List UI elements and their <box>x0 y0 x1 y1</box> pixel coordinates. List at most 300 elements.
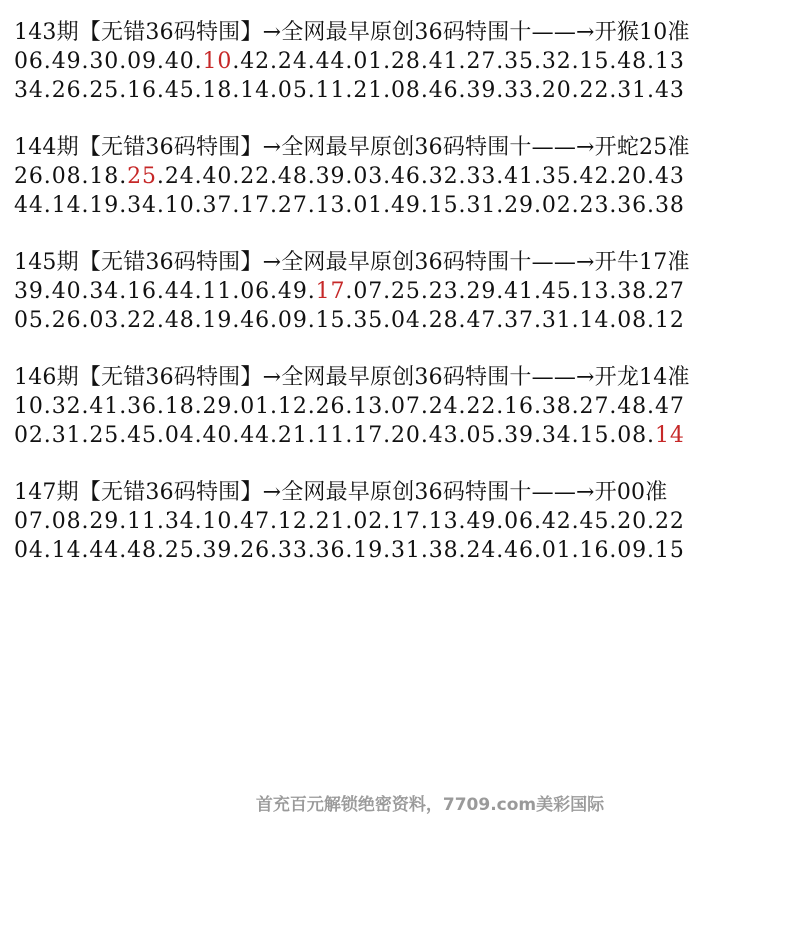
number-cell: 41 <box>504 164 534 189</box>
separator-dot: . <box>647 78 655 103</box>
separator-dot: . <box>383 49 392 74</box>
separator-dot: . <box>458 49 467 74</box>
number-cell: 05 <box>14 308 44 333</box>
number-cell: 26 <box>51 78 82 103</box>
number-cell: 26 <box>315 394 346 419</box>
number-cell: 05 <box>466 423 497 448</box>
number-cell: 49 <box>277 279 308 304</box>
separator-dot: . <box>609 423 618 448</box>
separator-dot: . <box>420 78 429 103</box>
separator-dot: . <box>458 308 467 333</box>
number-cell: 49 <box>391 193 421 218</box>
number-cell: 24 <box>277 49 308 74</box>
number-cell: 27 <box>466 49 497 74</box>
separator-dot: . <box>571 394 580 419</box>
separator-dot: . <box>496 279 505 304</box>
separator-dot: . <box>307 308 316 333</box>
number-cell: 35 <box>504 49 534 74</box>
number-cell: 29 <box>202 394 233 419</box>
record <box>14 363 794 450</box>
separator-dot: . <box>81 279 90 304</box>
number-cell: 15 <box>428 193 459 218</box>
number-cell: 24 <box>428 394 459 419</box>
number-cell: 49 <box>466 509 497 534</box>
number-cell: 44 <box>315 49 346 74</box>
separator-dot: . <box>119 509 128 534</box>
number-cell: 22 <box>127 308 157 333</box>
separator-dot: . <box>533 164 542 189</box>
number-cell: 27 <box>579 394 610 419</box>
separator-dot: . <box>345 538 354 563</box>
separator-dot: . <box>647 308 655 333</box>
separator-dot: . <box>345 78 354 103</box>
number-cell: 01 <box>541 538 572 563</box>
separator-dot: . <box>571 279 580 304</box>
separator-dot: . <box>81 193 90 218</box>
separator-dot: . <box>81 308 90 333</box>
number-cell: 48 <box>164 308 195 333</box>
number-cell: 35 <box>353 308 384 333</box>
separator-dot: . <box>345 164 354 189</box>
separator-dot: . <box>533 308 542 333</box>
number-cell: 36 <box>127 394 157 419</box>
number-cell: 26 <box>51 308 82 333</box>
separator-dot: . <box>307 49 316 74</box>
number-cell: 40 <box>164 49 195 74</box>
separator-dot: . <box>383 164 392 189</box>
separator-dot: . <box>420 394 429 419</box>
separator-dot: . <box>270 164 278 189</box>
number-cell: 32 <box>428 164 459 189</box>
number-cell: 17 <box>353 423 384 448</box>
number-cell: 38 <box>428 538 459 563</box>
number-cell: 29 <box>466 279 497 304</box>
separator-dot: . <box>156 164 165 189</box>
separator-dot: . <box>647 394 655 419</box>
number-cell: 27 <box>654 279 685 304</box>
number-cell: 31 <box>51 423 82 448</box>
separator-dot: . <box>119 49 128 74</box>
separator-dot: . <box>458 193 467 218</box>
number-cell: 47 <box>240 509 271 534</box>
number-cell: 26 <box>14 164 44 189</box>
number-cell: 15 <box>579 423 610 448</box>
separator-dot: . <box>383 538 392 563</box>
number-cell: 43 <box>654 164 685 189</box>
separator-dot: . <box>496 394 505 419</box>
number-cell: 07 <box>353 279 384 304</box>
number-cell: 42 <box>240 49 271 74</box>
number-cell: 30 <box>89 49 120 74</box>
number-cell: 41 <box>504 279 534 304</box>
separator-dot: . <box>43 538 52 563</box>
number-cell: 42 <box>579 164 610 189</box>
number-cell: 22 <box>654 509 685 534</box>
number-cell: 40 <box>202 164 233 189</box>
number-cell: 22 <box>240 164 271 189</box>
separator-dot: . <box>458 509 467 534</box>
separator-dot: . <box>270 538 278 563</box>
separator-dot: . <box>420 538 429 563</box>
separator-dot: . <box>496 164 505 189</box>
number-cell: 15 <box>654 538 685 563</box>
number-cell: 13 <box>353 394 384 419</box>
number-cell: 34 <box>89 279 120 304</box>
separator-dot: . <box>458 423 467 448</box>
separator-dot: . <box>119 538 128 563</box>
number-cell: 21 <box>315 509 346 534</box>
number-cell: 13 <box>428 509 459 534</box>
number-cell: 23 <box>579 193 610 218</box>
separator-dot: . <box>307 164 316 189</box>
number-cell: 13 <box>579 279 610 304</box>
number-cell: 02 <box>541 193 572 218</box>
separator-dot: . <box>194 193 203 218</box>
number-cell: 03 <box>89 308 120 333</box>
number-cell: 08 <box>617 308 648 333</box>
separator-dot: . <box>571 193 580 218</box>
number-cell: 33 <box>466 164 497 189</box>
number-row <box>14 277 794 306</box>
separator-dot: . <box>81 509 90 534</box>
separator-dot: . <box>533 423 542 448</box>
separator-dot: . <box>194 394 203 419</box>
records-list <box>14 18 794 593</box>
separator-dot: . <box>609 279 618 304</box>
number-cell: 29 <box>89 509 120 534</box>
highlighted-number: 17 <box>315 279 346 304</box>
number-cell: 27 <box>277 193 308 218</box>
number-cell: 25 <box>391 279 421 304</box>
number-cell: 07 <box>14 509 44 534</box>
separator-dot: . <box>43 394 52 419</box>
number-cell: 46 <box>391 164 421 189</box>
number-row <box>14 47 794 76</box>
separator-dot: . <box>647 538 655 563</box>
number-cell: 39 <box>504 423 534 448</box>
number-cell: 31 <box>466 193 497 218</box>
record-header: 145期【无错36码特围】→全网最早原创36码特围十——→开牛17准 <box>14 250 690 275</box>
number-cell: 08 <box>51 164 82 189</box>
separator-dot: . <box>458 538 467 563</box>
separator-dot: . <box>270 308 278 333</box>
number-cell: 07 <box>391 394 421 419</box>
separator-dot: . <box>156 279 165 304</box>
number-cell: 31 <box>391 538 421 563</box>
separator-dot: . <box>156 394 165 419</box>
number-cell: 10 <box>202 509 233 534</box>
separator-dot: . <box>307 394 316 419</box>
number-cell: 45 <box>541 279 572 304</box>
record-header: 147期【无错36码特围】→全网最早原创36码特围十——→开00准 <box>14 480 668 505</box>
separator-dot: . <box>647 509 655 534</box>
number-cell: 06 <box>240 279 271 304</box>
separator-dot: . <box>232 49 241 74</box>
separator-dot: . <box>609 164 618 189</box>
separator-dot: . <box>119 193 128 218</box>
number-cell: 38 <box>541 394 572 419</box>
separator-dot: . <box>119 279 128 304</box>
number-cell: 21 <box>353 78 384 103</box>
separator-dot: . <box>345 308 354 333</box>
separator-dot: . <box>232 394 241 419</box>
number-cell: 11 <box>127 509 157 534</box>
number-cell: 20 <box>617 509 648 534</box>
number-cell: 24 <box>466 538 497 563</box>
number-cell: 33 <box>504 78 534 103</box>
number-cell: 39 <box>14 279 44 304</box>
separator-dot: . <box>156 78 165 103</box>
separator-dot: . <box>43 193 52 218</box>
number-cell: 10 <box>14 394 44 419</box>
number-cell: 20 <box>541 78 572 103</box>
separator-dot: . <box>496 308 505 333</box>
separator-dot: . <box>345 394 354 419</box>
number-cell: 19 <box>89 193 120 218</box>
separator-dot: . <box>307 538 316 563</box>
separator-dot: . <box>609 78 618 103</box>
number-cell: 35 <box>541 164 572 189</box>
number-cell: 10 <box>164 193 195 218</box>
record <box>14 18 794 105</box>
number-cell: 45 <box>127 423 157 448</box>
separator-dot: . <box>383 78 392 103</box>
separator-dot: . <box>194 423 203 448</box>
separator-dot: . <box>383 308 392 333</box>
separator-dot: . <box>232 423 241 448</box>
record-header: 146期【无错36码特围】→全网最早原创36码特围十——→开龙14准 <box>14 365 690 390</box>
number-row <box>14 421 794 450</box>
number-cell: 09 <box>617 538 648 563</box>
number-cell: 13 <box>315 193 346 218</box>
number-cell: 46 <box>240 308 271 333</box>
number-row <box>14 507 794 536</box>
separator-dot: . <box>420 509 429 534</box>
separator-dot: . <box>270 423 278 448</box>
number-cell: 42 <box>541 509 572 534</box>
separator-dot: . <box>194 308 203 333</box>
number-cell: 02 <box>14 423 44 448</box>
number-row <box>14 76 794 105</box>
separator-dot: . <box>571 423 580 448</box>
separator-dot: . <box>232 193 241 218</box>
footer-watermark: 首充百元解锁绝密资料，7709.com美彩国际 <box>255 795 605 815</box>
number-cell: 11 <box>315 423 346 448</box>
number-cell: 20 <box>617 164 648 189</box>
record-header: 143期【无错36码特围】→全网最早原创36码特围十——→开猴10准 <box>14 20 690 45</box>
number-cell: 25 <box>164 538 195 563</box>
separator-dot: . <box>458 164 467 189</box>
number-cell: 18 <box>89 164 120 189</box>
separator-dot: . <box>496 78 505 103</box>
separator-dot: . <box>232 78 241 103</box>
separator-dot: . <box>647 193 655 218</box>
separator-dot: . <box>232 164 241 189</box>
number-cell: 33 <box>277 538 308 563</box>
separator-dot: . <box>43 308 52 333</box>
number-cell: 01 <box>353 193 384 218</box>
number-cell: 32 <box>51 394 82 419</box>
number-cell: 02 <box>353 509 384 534</box>
separator-dot: . <box>270 193 278 218</box>
number-cell: 25 <box>89 423 120 448</box>
separator-dot: . <box>119 164 128 189</box>
highlighted-number: 10 <box>202 49 233 74</box>
number-cell: 04 <box>164 423 195 448</box>
separator-dot: . <box>194 538 203 563</box>
separator-dot: . <box>270 394 278 419</box>
separator-dot: . <box>156 423 165 448</box>
separator-dot: . <box>383 423 392 448</box>
number-cell: 34 <box>541 423 572 448</box>
separator-dot: . <box>383 509 392 534</box>
number-cell: 37 <box>202 193 233 218</box>
number-cell: 22 <box>466 394 497 419</box>
separator-dot: . <box>647 423 655 448</box>
number-cell: 37 <box>504 308 534 333</box>
number-cell: 32 <box>541 49 572 74</box>
separator-dot: . <box>496 538 505 563</box>
number-row <box>14 191 794 220</box>
separator-dot: . <box>533 509 542 534</box>
separator-dot: . <box>156 509 165 534</box>
number-cell: 44 <box>89 538 120 563</box>
number-cell: 48 <box>277 164 308 189</box>
number-row <box>14 536 794 565</box>
number-cell: 46 <box>504 538 534 563</box>
number-cell: 34 <box>14 78 44 103</box>
separator-dot: . <box>43 78 52 103</box>
separator-dot: . <box>496 49 505 74</box>
separator-dot: . <box>232 279 241 304</box>
separator-dot: . <box>156 308 165 333</box>
number-cell: 17 <box>391 509 421 534</box>
number-cell: 41 <box>89 394 120 419</box>
separator-dot: . <box>533 193 542 218</box>
separator-dot: . <box>496 193 505 218</box>
number-cell: 16 <box>127 279 157 304</box>
number-cell: 26 <box>240 538 271 563</box>
separator-dot: . <box>81 423 90 448</box>
number-row <box>14 162 794 191</box>
separator-dot: . <box>270 509 278 534</box>
separator-dot: . <box>647 49 655 74</box>
number-cell: 31 <box>617 78 648 103</box>
separator-dot: . <box>496 509 505 534</box>
separator-dot: . <box>609 538 618 563</box>
number-cell: 45 <box>164 78 195 103</box>
number-cell: 20 <box>391 423 421 448</box>
number-cell: 14 <box>51 193 82 218</box>
number-cell: 46 <box>428 78 459 103</box>
number-cell: 14 <box>240 78 271 103</box>
number-cell: 49 <box>51 49 82 74</box>
separator-dot: . <box>458 394 467 419</box>
number-cell: 16 <box>127 78 157 103</box>
number-cell: 44 <box>240 423 271 448</box>
number-cell: 39 <box>466 78 497 103</box>
separator-dot: . <box>119 308 128 333</box>
number-cell: 04 <box>14 538 44 563</box>
number-cell: 09 <box>127 49 157 74</box>
separator-dot: . <box>345 49 354 74</box>
separator-dot: . <box>81 538 90 563</box>
number-cell: 12 <box>277 509 308 534</box>
number-cell: 34 <box>127 193 157 218</box>
number-cell: 47 <box>466 308 497 333</box>
separator-dot: . <box>345 193 354 218</box>
separator-dot: . <box>194 164 203 189</box>
number-row <box>14 392 794 421</box>
number-cell: 48 <box>617 49 648 74</box>
number-cell: 15 <box>579 49 610 74</box>
separator-dot: . <box>571 308 580 333</box>
number-cell: 47 <box>654 394 685 419</box>
number-cell: 44 <box>14 193 44 218</box>
separator-dot: . <box>383 394 392 419</box>
number-cell: 12 <box>654 308 685 333</box>
highlighted-number: 25 <box>127 164 157 189</box>
number-cell: 39 <box>202 538 233 563</box>
number-cell: 45 <box>579 509 610 534</box>
separator-dot: . <box>232 538 241 563</box>
separator-dot: . <box>609 394 618 419</box>
separator-dot: . <box>43 49 52 74</box>
number-cell: 09 <box>277 308 308 333</box>
separator-dot: . <box>156 49 165 74</box>
separator-dot: . <box>119 78 128 103</box>
separator-dot: . <box>194 49 203 74</box>
highlighted-number: 14 <box>654 423 685 448</box>
number-cell: 48 <box>617 394 648 419</box>
number-cell: 08 <box>617 423 648 448</box>
number-cell: 24 <box>164 164 195 189</box>
number-cell: 04 <box>391 308 421 333</box>
separator-dot: . <box>81 394 90 419</box>
number-cell: 31 <box>541 308 572 333</box>
number-cell: 05 <box>277 78 308 103</box>
separator-dot: . <box>43 423 52 448</box>
separator-dot: . <box>119 423 128 448</box>
number-cell: 40 <box>51 279 82 304</box>
record <box>14 478 794 565</box>
separator-dot: . <box>81 49 90 74</box>
separator-dot: . <box>345 279 354 304</box>
number-cell: 19 <box>202 308 233 333</box>
separator-dot: . <box>307 78 316 103</box>
separator-dot: . <box>270 279 278 304</box>
number-cell: 01 <box>240 394 271 419</box>
separator-dot: . <box>194 279 203 304</box>
separator-dot: . <box>571 538 580 563</box>
number-cell: 22 <box>579 78 610 103</box>
number-cell: 25 <box>89 78 120 103</box>
number-cell: 19 <box>353 538 384 563</box>
separator-dot: . <box>571 164 580 189</box>
separator-dot: . <box>609 193 618 218</box>
record <box>14 248 794 335</box>
number-cell: 03 <box>353 164 384 189</box>
number-cell: 06 <box>504 509 534 534</box>
number-cell: 36 <box>617 193 648 218</box>
separator-dot: . <box>270 49 278 74</box>
number-cell: 28 <box>391 49 421 74</box>
separator-dot: . <box>571 49 580 74</box>
number-cell: 14 <box>579 308 610 333</box>
separator-dot: . <box>156 193 165 218</box>
number-cell: 38 <box>654 193 685 218</box>
separator-dot: . <box>533 49 542 74</box>
